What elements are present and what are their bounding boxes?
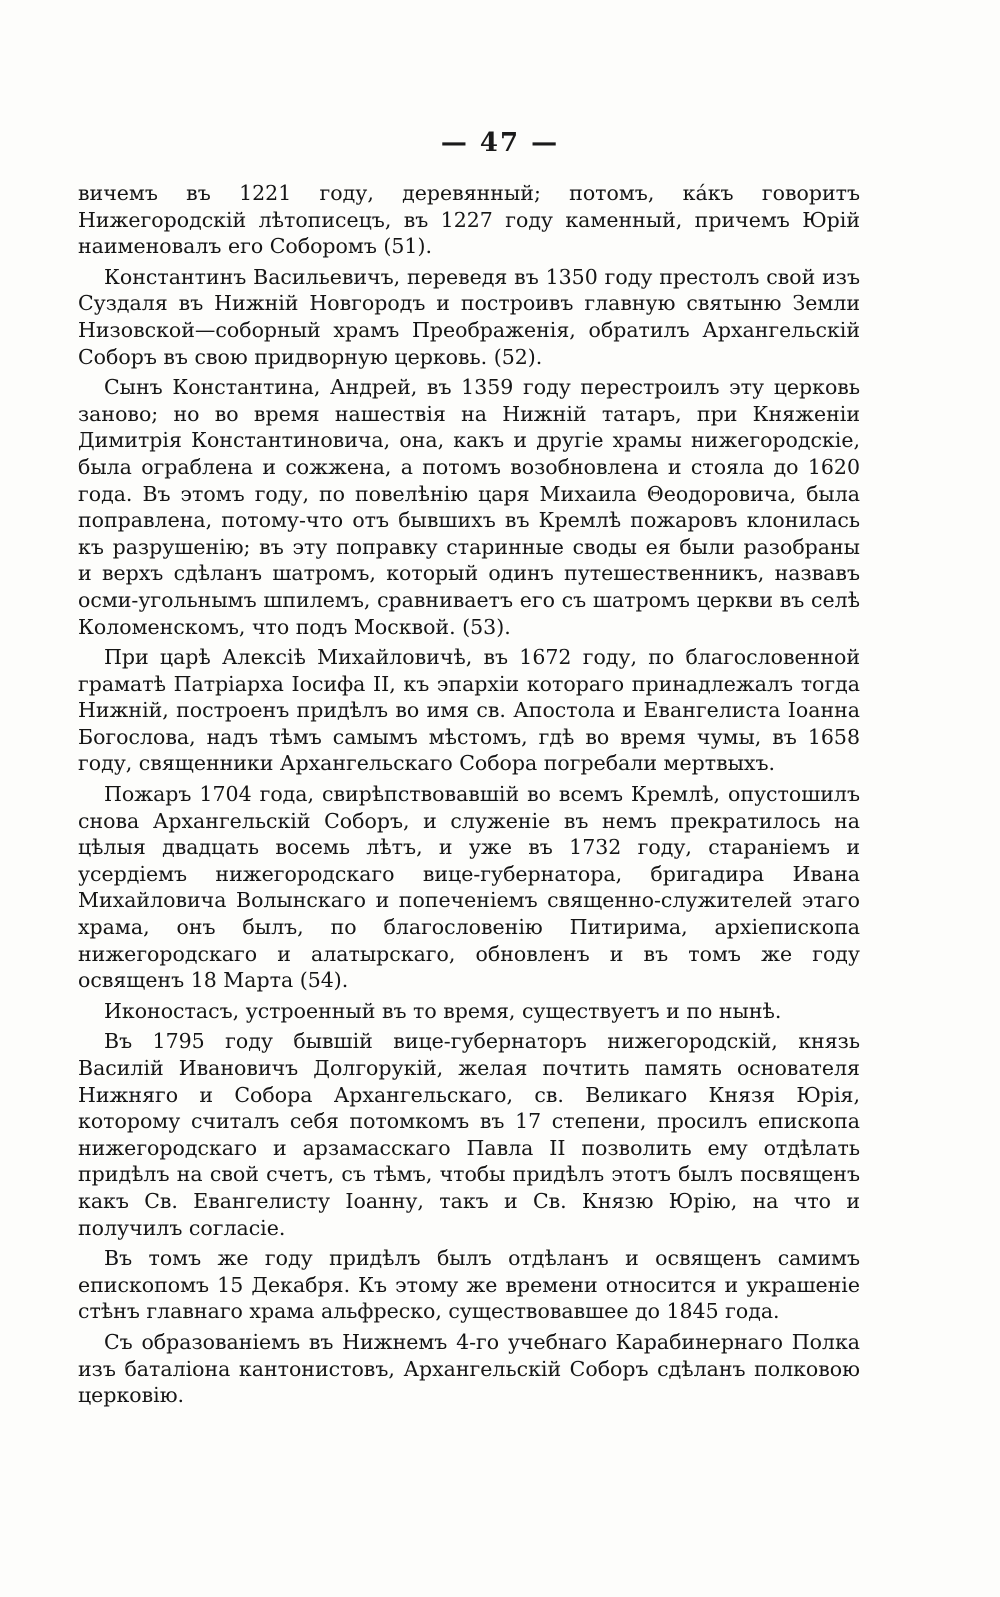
paragraph-4: При царѣ Алексіѣ Михайловичѣ, въ 1672 году, по благословенной граматѣ Патріарха Іосифа II, къ эпархіи котораго принадлежалъ тогда Нижній, построенъ придѣлъ во имя св. Апостола и Евангелиста Іоанна Богослова, надъ тѣмъ самымъ мѣстомъ, гдѣ во время чумы, въ 1658 году, священники Архангельскаго Собора погребали мертвыхъ.	[78, 645, 860, 776]
body-text	[78, 180, 860, 1413]
paragraph-1: вичемъ въ 1221 году, деревянный; потомъ, ка́къ говоритъ Нижегородскій лѣтописецъ, въ 1227 году каменный, причемъ Юрій наименовалъ его Соборомъ (51).	[78, 181, 860, 259]
paragraph-9: Съ образованіемъ въ Нижнемъ 4-го учебнаго Карабинернаго Полка изъ баталіона кантонистовъ, Архангельскій Соборъ сдѣланъ полковою церковію.	[78, 1329, 860, 1408]
page-number: — 47 —	[440, 128, 560, 158]
paragraph-6: Иконостасъ, устроенный въ то время, существуетъ и по нынѣ.	[104, 998, 782, 1023]
paragraph-7: Въ 1795 году бывшій вице-губернаторъ нижегородскій, князь Василій Ивановичъ Долгорукій, желая почтить память основателя Нижняго и Собора Архангельскаго, св. Великаго Князя Юрія, которому считалъ себя потомкомъ въ 17 степени, просилъ епископа нижегородскаго и арзамасскаго Павла II позволить ему отдѣлать придѣлъ на свой счетъ, съ тѣмъ, чтобы придѣлъ этотъ былъ посвященъ какъ Св. Евангелисту Іоанну, такъ и Св. Князю Юрію, на что и получилъ согласіе.	[78, 1029, 860, 1240]
paragraph-2: Константинъ Васильевичъ, переведя въ 1350 году престолъ свой изъ Суздаля въ Нижній Новгородъ и построивъ главную святыню Земли Низовской—соборный храмъ Преображенія, обратилъ Архангельскій Соборъ въ свою придворную церковь. (52).	[78, 264, 860, 369]
paragraph-3: Сынъ Константина, Андрей, въ 1359 году перестроилъ эту церковь заново; но во время нашествія на Нижній татаръ, при Княженіи Димитрія Константиновича, она, какъ и другіе храмы нижегородскіе, была ограблена и сожжена, а потомъ возобновлена и стояла до 1620 года. Въ этомъ году, по повелѣнію царя Михаила Θеодоровича, была поправлена, потому-что отъ бывшихъ въ Кремлѣ пожаровъ клонилась къ разрушенію; въ эту поправку старинные своды ея были разобраны и верхъ сдѣланъ шатромъ, который одинъ путешественникъ, назвавъ осми-угольнымъ шпилемъ, сравниваетъ его съ шатромъ церкви въ селѣ Коломенскомъ, что подъ Москвой. (53).	[78, 375, 860, 639]
paragraph-5: Пожаръ 1704 года, свирѣпствовавшій во всемъ Кремлѣ, опустошилъ снова Архангельскій Соборъ, и служеніе въ немъ прекратилось на цѣлыя двадцать восемь лѣтъ, и уже въ 1732 году, стараніемъ и усердіемъ нижегородскаго вице-губернатора, бригадира Ивана Михайловича Волынскаго и попеченіемъ священно-служителей этаго храма, онъ былъ, по благословенію Питирима, архіепископа нижегородскаго и алатырскаго, обновленъ и въ томъ же году освященъ 18 Марта (54).	[78, 782, 860, 993]
paragraph-8: Въ томъ же году придѣлъ былъ отдѣланъ и освященъ самимъ епископомъ 15 Декабря. Къ этому же времени относится и украшеніе стѣнъ главнаго храма альфреско, существовавшее до 1845 года.	[78, 1246, 860, 1324]
